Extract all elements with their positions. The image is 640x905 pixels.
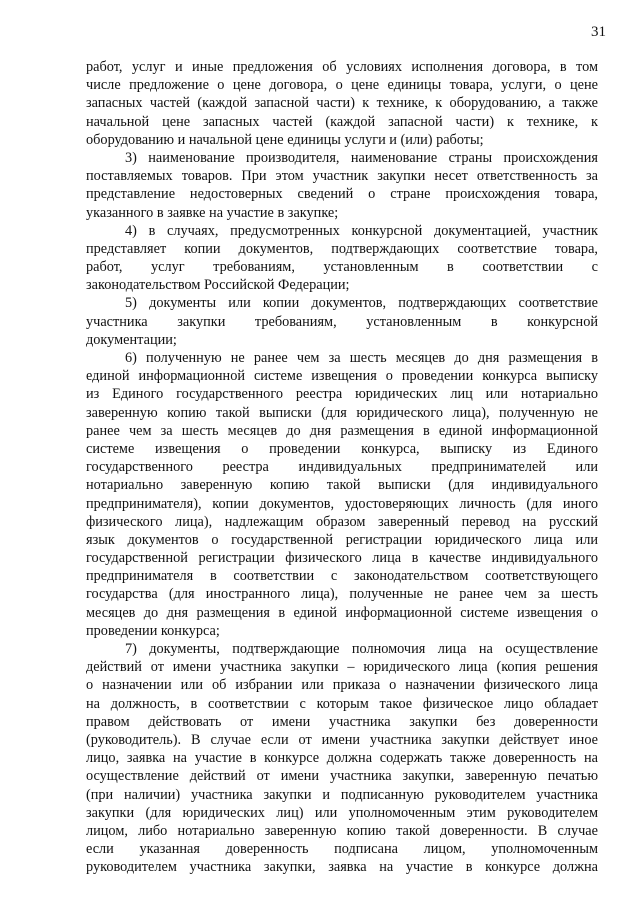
text-line: работ, услуг и иные предложения об условиях исполнения договора, в том xyxy=(86,59,598,75)
text-line: лицо, заявка на участие в конкурсе должна содержать также доверенность на xyxy=(86,750,598,767)
text-line: на должность, в соответствии с которым такое физическое лицо обладает xyxy=(86,695,598,712)
text-line: о назначении или об избрании или приказа о назначении физического лица xyxy=(86,677,598,694)
paragraph-item-5 xyxy=(86,294,598,349)
text-line: осуществление действий от имени участника закупки, заверенную печатью xyxy=(86,768,598,785)
text-line: поставляемых товаров. При этом участник закупки несет ответственность за xyxy=(86,168,598,185)
text-line: проведении конкурса; xyxy=(86,622,220,639)
text-line: работ, услуг требованиям, установленным в соответствии с xyxy=(86,259,598,276)
text-line: государственной регистрации физического лица в качестве индивидуального xyxy=(86,550,598,567)
text-line: язык документов о государственной регистрации юридического лица или xyxy=(86,531,598,548)
paragraph-item-6 xyxy=(86,349,598,640)
text-line: действий от имени участника закупки – юридического лица (копия решения xyxy=(86,659,598,676)
text-line: начальной цене запасных частей (каждой запасной части) к технике, к xyxy=(86,113,598,130)
text-line: предпринимателя), копии документов, удостоверяющих личность (для иного xyxy=(86,495,598,512)
text-line: заверенную копию такой выписки (для юридического лица), полученную не xyxy=(86,404,598,421)
text-line: (руководитель). В случае если от имени участника закупки действует иное xyxy=(86,731,598,748)
text-line: ранее чем за шесть месяцев до дня размещения в единой информационной xyxy=(86,422,598,439)
text-line: числе предложение о цене договора, о цене единицы товара, услуги, о цене xyxy=(86,77,598,94)
text-line: представление недостоверных сведений о стране происхождения товара, xyxy=(86,186,598,203)
text-line: представляет копии документов, подтверждающих соответствие товара, xyxy=(86,240,598,257)
text-line: если указанная доверенность подписана лицом, уполномоченным xyxy=(86,841,598,858)
text-line: правом действовать от имени участника закупки без доверенности xyxy=(86,713,598,730)
text-line: документации; xyxy=(86,331,177,348)
text-line: руководителем участника закупки, заявка на участие в конкурсе должна xyxy=(86,859,598,876)
text-line: государственного реестра индивидуальных предпринимателей или xyxy=(86,459,598,476)
paragraph-item-7 xyxy=(86,640,598,876)
text-line: законодательством Российской Федерации; xyxy=(86,277,350,294)
text-line: 4) в случаях, предусмотренных конкурсной документацией, участник xyxy=(125,222,598,239)
text-line: единой информационной системе извещения о проведении конкурса выписку xyxy=(86,368,598,385)
text-line: нотариально заверенную копию такой выписки (для индивидуального xyxy=(86,477,598,494)
text-line: оборудованию и начальной цене единицы услуги и (или) работы; xyxy=(86,131,484,148)
paragraph-item-4 xyxy=(86,222,598,295)
document-body xyxy=(86,58,598,876)
text-line: 5) документы или копии документов, подтверждающих соответствие xyxy=(125,295,598,312)
text-line: месяцев до дня размещения в единой информационной системе извещения о xyxy=(86,604,598,621)
text-line: запасных частей (каждой запасной части) к технике, к оборудованию, а также xyxy=(86,95,598,112)
page-number: 31 xyxy=(591,24,606,40)
text-line: указанного в заявке на участие в закупке; xyxy=(86,204,339,221)
text-line: из Единого государственного реестра юридических лиц или нотариально xyxy=(86,386,598,403)
paragraph-continuation xyxy=(86,58,598,149)
text-line: 3) наименование производителя, наименование страны происхождения xyxy=(125,149,598,166)
text-line: лицом, либо нотариально заверенную копию такой доверенности. В случае xyxy=(86,822,598,839)
text-line: физического лица), надлежащим образом заверенный перевод на русский xyxy=(86,513,598,530)
text-line: предпринимателя в соответствии с законодательством соответствующего xyxy=(86,568,598,585)
paragraph-item-3 xyxy=(86,149,598,222)
text-line: (при наличии) участника закупки и подписанную руководителем участника xyxy=(86,786,598,803)
text-line: 7) документы, подтверждающие полномочия лица на осуществление xyxy=(125,641,598,657)
text-line: закупки (для юридических лиц) или уполномоченным этим руководителем xyxy=(86,804,598,821)
text-line: государства (для иностранного лица), полученные не ранее чем за шесть xyxy=(86,586,598,603)
text-line: участника закупки требованиям, установленным в конкурсной xyxy=(86,313,598,330)
text-line: системе извещения о проведении конкурса, выписку из Единого xyxy=(86,440,598,457)
text-line: 6) полученную не ранее чем за шесть месяцев до дня размещения в xyxy=(125,350,598,366)
